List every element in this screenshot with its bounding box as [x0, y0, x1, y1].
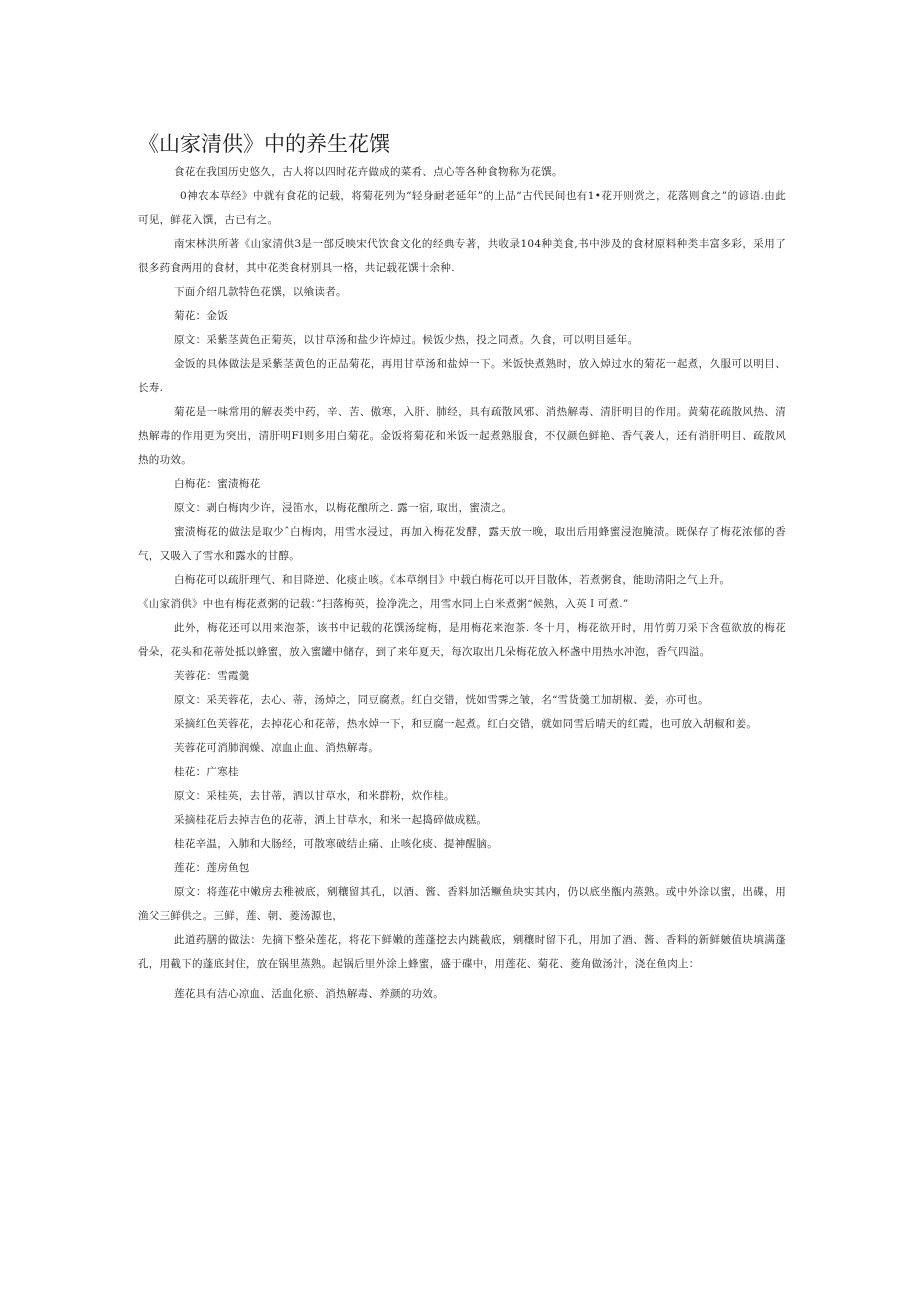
body-paragraph: 芙蓉花可消肺润燥、凉血止血、消热解毒。 — [174, 742, 380, 754]
body-paragraph: 桂花：广寒桂 — [174, 766, 239, 778]
body-paragraph: 食花在我国历史悠久，古人将以四时花卉做成的菜肴、点心等各种食物称为花馔。 — [174, 166, 563, 178]
body-paragraph: 原文：采桂英，去甘蒂，洒以甘草水，和米群粉，炊作桂。 — [174, 790, 455, 802]
body-paragraph: 莲花：莲房鱼包 — [174, 862, 250, 874]
body-paragraph: 芙蓉花：雪霞羹 — [174, 670, 250, 682]
body-paragraph: 《山家消供》中也有梅花煮粥的记载：”扫落梅英，捡净洗之，用雪水同上白米煮粥“候熟，入英Ｉ可煮.” — [138, 598, 629, 610]
body-paragraph: 菊花是一味常用的解表类中药，辛、苦、傲寒，入肝、肺经，具有疏散风邪、消热解毒、清肝明目的作用。黄菊花疏散风热、清热解毒的作用更为突出，清肝明FI则多用白菊花。金饭将菊花和米饭一起煮熟服食，不仅颜色鲜艳、香气袭人，还有消肝明目、疏散风热的功效。 — [138, 406, 786, 466]
body-paragraph: 采摘红色芙蓉花，去掉花心和花蒂，热水焯一下，和豆腐一起煮。红白交错，就如同雪后晴天的红霞，也可放入胡椒和姜。 — [174, 718, 758, 730]
body-paragraph: 金饭的具体做法是采紫茎黄色的正品菊花，再用甘草汤和盐焯一下。米饭快煮熟时，放入焯过水的菊花一起煮，久服可以明目、长寿. — [138, 358, 786, 394]
body-paragraph: 此外，梅花还可以用来泡茶，该书中记载的花馔汤绽梅，是用梅花来泡茶. 冬十月，梅花欲开时，用竹剪刀采下含苞欲放的梅花骨朵，花头和花蒂处抵以蜂蜜，放入蜜罐中储存，到了来年夏天，每次取出几朵梅花放入杯盏中用热水冲泡，香气四溢。 — [138, 622, 786, 658]
body-paragraph: 南宋林洪所著《山家清供3是一部反映宋代饮食文化的经典专著，共收录104种美食,书中涉及的食材原料种类丰富多彩，采用了很多药食两用的食材，其中花类食材别具一格，共记载花馔十余种. — [138, 238, 786, 274]
document-body — [138, 160, 786, 1006]
body-paragraph: 下面介绍几款特色花馔，以飨读者。 — [174, 286, 347, 298]
body-paragraph: 原文：采紫茎黄色正菊英，以甘草汤和盐少许焯过。候饭少热，投之同煮。久食，可以明目延年。 — [174, 334, 639, 346]
body-paragraph: 白梅花：蜜渍梅花 — [174, 478, 261, 490]
body-paragraph: 原文：将莲花中嫩房去稚被底，剜穰留其孔，以酒、酱、香料加活鳜鱼块实其内，仍以底坐甑内蒸熟。或中外涂以蜜，出碟，用渔父三鲜供之。三鲜，莲、朝、菱汤源也， — [138, 886, 786, 922]
body-paragraph: 莲花具有洁心凉血、活血化瘀、消热解毒、养颜的功效。 — [174, 988, 444, 1000]
body-paragraph: 菊花：金饭 — [174, 310, 228, 322]
body-paragraph: 桂花辛温，入肺和大肠经，可散寒破结止痛、止咳化痰、提神醒脑。 — [174, 838, 498, 850]
body-paragraph: 白梅花可以疏肝理气、和目降逆、化痰止咳。《本草纲目》中载白梅花可以开目散体，若煮粥食，能助清阳之气上升。 — [174, 574, 731, 586]
body-paragraph: 原文：采芙蓉花，去心、蒂，汤焯之，同豆腐煮。红白交错，恍如雪霁之皱，名“雪货羹工加胡椒、姜，亦可也。 — [174, 694, 709, 706]
document-title: 《山家清供》中的养生花馔 — [138, 132, 390, 156]
body-paragraph: 采摘桂花后去掉吉色的花蒂，洒上甘草水，和米一起捣碎做成糕。 — [174, 814, 488, 826]
body-paragraph: 此道药膳的做法：先摘下整朵莲花，将花下鲜嫩的莲蓬挖去内跳截底，剜穰时留下孔，用加了酒、酱、香料的新鲜皴值块填满蓬孔，用截下的蓬底封住，放在锅里蒸熟。起锅后里外涂上蜂蜜，盛于碟中，用莲花、菊花、菱角做汤汁，浇在鱼肉上： — [138, 934, 786, 970]
body-paragraph: 蜜渍梅花的做法是取少ˆ白梅肉，用雪水浸过，再加入梅花发酵，露天放一晚，取出后用蜂蜜浸泡腌渍。既保存了梅花浓郁的香气，又吸入了雪水和露水的甘醇。 — [138, 526, 786, 562]
body-paragraph: 原文：剥白梅肉少许，浸笛水，以梅花酿所之. 露一宿, 取出，蜜渍之。 — [174, 502, 513, 514]
body-paragraph: 0神农本草经》中就有食花的记载，将菊花列为“轻身耐老延年”的上品“古代民间也有1•花开则赏之，花落则食之”的谚语.由此可见，鲜花入馔，古已有之。 — [138, 190, 786, 226]
